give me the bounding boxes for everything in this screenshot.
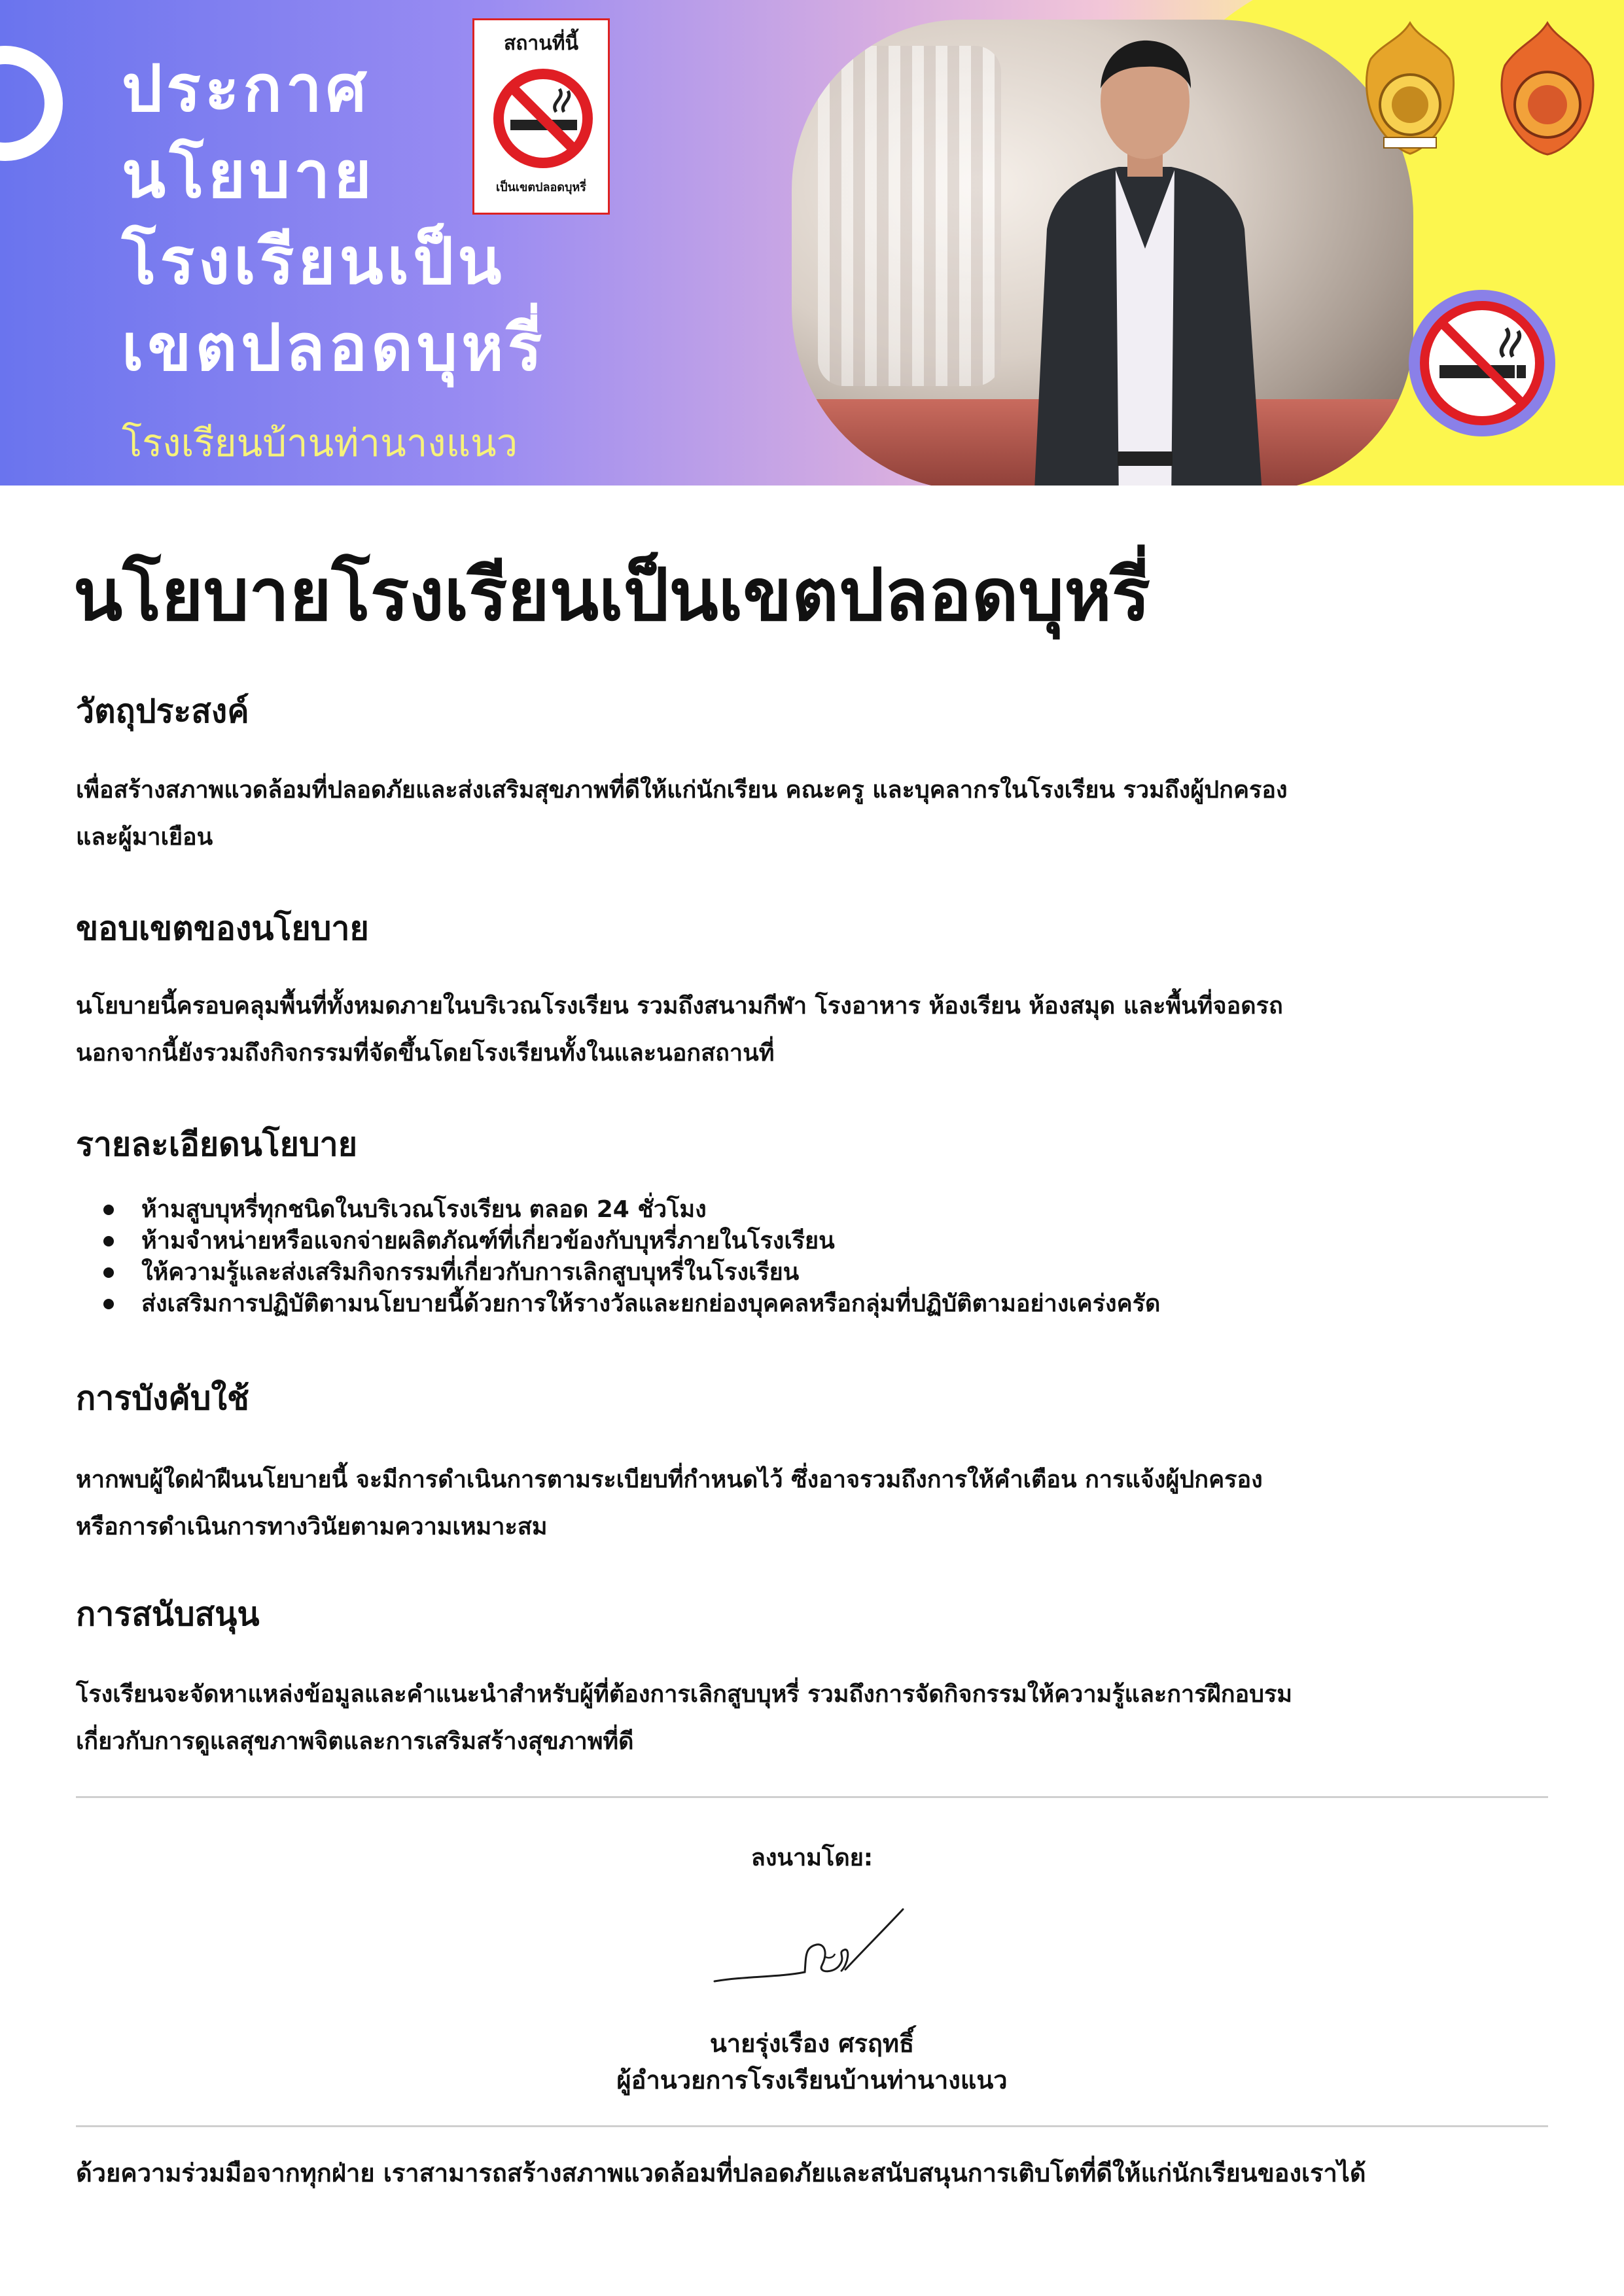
paragraph-line: นอกจากนี้ยังรวมถึงกิจกรรมที่จัดขึ้นโดยโรงเรียนทั้งในและนอกสถานที่: [76, 1040, 775, 1067]
paragraph-line: นโยบายนี้ครอบคลุมพื้นที่ทั้งหมดภายในบริเวณโรงเรียน รวมถึงสนามกีฬา โรงอาหาร ห้องเรียน ห้องสมุด และพื้นที่จอดรถ: [76, 993, 1283, 1019]
list-item: ให้ความรู้และส่งเสริมกิจกรรมที่เกี่ยวกับการเลิกสูบบุหรี่ในโรงเรียน: [141, 1257, 1160, 1288]
page-title: นโยบายโรงเรียนเป็นเขตปลอดบุหรี่: [73, 553, 1150, 637]
section-heading: วัตถุประสงค์: [76, 692, 249, 730]
section-paragraph: [76, 1671, 1555, 1765]
school-name: โรงเรียนบ้านท่านางแนว: [122, 421, 518, 465]
paragraph-line: เกี่ยวกับการดูแลสุขภาพจิตและการเสริมสร้างสุขภาพที่ดี: [76, 1728, 634, 1755]
signature-image: [707, 1904, 916, 1996]
director-photo: [792, 20, 1413, 486]
paragraph-line: หากพบผู้ใดฝ่าฝืนนโยบายนี้ จะมีการดำเนินการตามระเบียบที่กำหนดไว้ ซึ่งอาจรวมถึงการให้คำเตือน การแจ้งผู้ปกครอง: [76, 1466, 1263, 1493]
banner-title-line: เขตปลอดบุหรี่: [122, 310, 546, 385]
signed-by-label: ลงนามโดย:: [750, 1845, 874, 1871]
signer-name: นายรุ่งเรือง ศรฤทธิ์: [709, 2029, 915, 2058]
section-heading: การสนับสนุน: [76, 1595, 260, 1633]
banner-title-line: โรงเรียนเป็น: [122, 224, 506, 299]
paragraph-line: และผู้มาเยือน: [76, 824, 213, 851]
section-paragraph: [76, 983, 1555, 1077]
divider: [76, 2125, 1548, 2127]
paragraph-line: หรือการดำเนินการทางวินัยตามความเหมาะสม: [76, 1513, 548, 1540]
policy-bullet-list: [76, 1194, 1160, 1320]
school-emblem-icon: [1358, 20, 1462, 157]
list-item: ห้ามจำหน่ายหรือแจกจ่ายผลิตภัณฑ์ที่เกี่ยวข้องกับบุหรี่ภายในโรงเรียน: [141, 1226, 1160, 1257]
header-banner: [0, 0, 1624, 486]
no-smoking-sign: [472, 18, 610, 215]
list-item: ห้ามสูบบุหรี่ทุกชนิดในบริเวณโรงเรียน ตลอด 24 ชั่วโมง: [141, 1194, 1160, 1226]
banner-title-line: นโยบาย: [122, 137, 376, 213]
no-smoking-icon: [1407, 288, 1557, 438]
section-heading: รายละเอียดนโยบาย: [76, 1125, 358, 1163]
section-heading: การบังคับใช้: [76, 1379, 249, 1417]
background-curtain: [818, 46, 1001, 386]
section-paragraph: [76, 767, 1555, 861]
sign-top-text: สถานที่นี้: [503, 32, 579, 55]
footer-text: ด้วยความร่วมมือจากทุกฝ่าย เราสามารถสร้างสภาพแวดล้อมที่ปลอดภัยและสนับสนุนการเติบโตที่ดีให้แก่นักเรียนของเราได้: [76, 2159, 1366, 2187]
ring-decoration: [0, 46, 63, 161]
list-item: ส่งเสริมการปฏิบัติตามนโยบายนี้ด้วยการให้รางวัลและยกย่องบุคคลหรือกลุ่มที่ปฏิบัติตามอย่างเคร่งครัด: [141, 1288, 1160, 1320]
paragraph-line: เพื่อสร้างสภาพแวดล้อมที่ปลอดภัยและส่งเสริมสุขภาพที่ดีให้แก่นักเรียน คณะครู และบุคลากรในโรงเรียน รวมถึงผู้ปกครอง: [76, 777, 1288, 804]
divider: [76, 1796, 1548, 1798]
ministry-emblem-icon: [1495, 20, 1600, 157]
banner-title-line: ประกาศ: [122, 51, 371, 126]
section-heading: ขอบเขตของนโยบาย: [76, 910, 369, 947]
signer-position: ผู้อำนวยการโรงเรียนบ้านท่านางแนว: [616, 2066, 1008, 2094]
sign-bottom-text: เป็นเขตปลอดบุหรี่: [496, 181, 586, 194]
person-figure: [1008, 33, 1282, 486]
paragraph-line: โรงเรียนจะจัดหาแหล่งข้อมูลและคำแนะนำสำหรับผู้ที่ต้องการเลิกสูบบุหรี่ รวมถึงการจัดกิจกรรมให้ความรู้และการฝึกอบรม: [76, 1681, 1293, 1708]
no-smoking-icon: [491, 66, 595, 171]
section-paragraph: [76, 1457, 1555, 1551]
